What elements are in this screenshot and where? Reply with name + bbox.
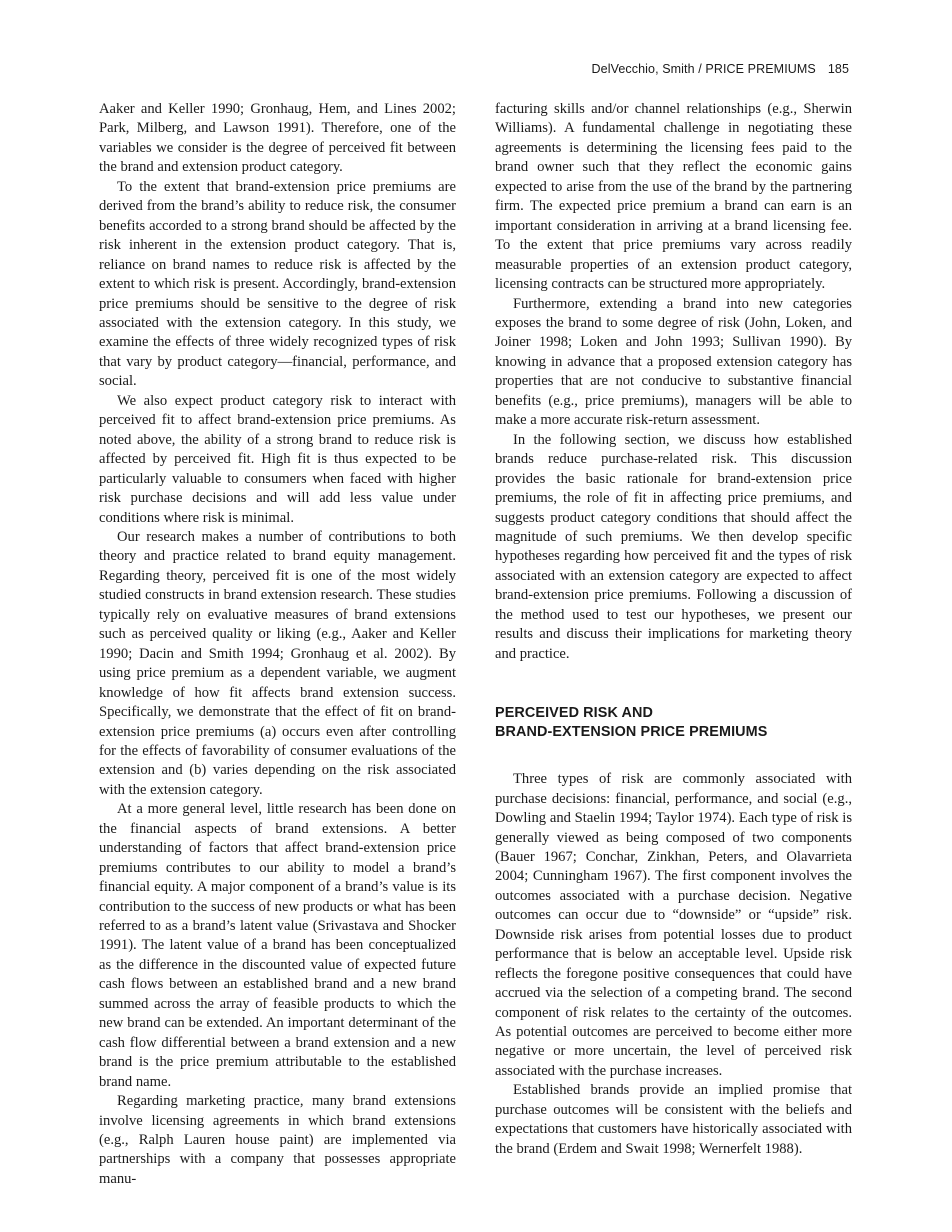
section-heading-line-1: PERCEIVED RISK AND <box>495 705 653 722</box>
section-heading <box>495 704 852 742</box>
body-paragraph: facturing skills and/or channel relationships (e.g., Sherwin Williams). A fundamental challenge in negotiating these agreements is determining the licensing fees paid to the brand owner such that they reflect the economic gains expected to arise from the use of the brand by the partnering firm. The expected price premium a brand can earn is an important consideration in arriving at a brand licensing fee. To the extent that price premiums vary across readily measurable properties of an extension product category, licensing contracts can be structured more appropriately. <box>495 101 852 293</box>
body-paragraph: At a more general level, little research has been done on the financial aspects of brand extensions. A better understanding of factors that affect brand-extension price premiums contributes to our ability to model a brand’s financial equity. A major component of a brand’s value is its contribution to the success of new products or what has been referred to as a brand’s latent value (Srivastava and Shocker 1991). The latent value of a brand has been conceptualized as the difference in the discounted value of expected future cash flows between an established brand and a new brand summed across the array of feasible products to which the new brand can be extended. An important determinant of the cash flow differential between a brand extension and a new brand is the price premium attributable to the established brand name. <box>99 801 456 1090</box>
body-paragraph: Aaker and Keller 1990; Gronhaug, Hem, and Lines 2002; Park, Milberg, and Lawson 1991). Therefore, one of the variables we consider is the degree of perceived fit between the brand and extension product category. <box>99 101 456 176</box>
body-paragraph: Three types of risk are commonly associated with purchase decisions: financial, performance, and social (e.g., Dowling and Staelin 1994; Taylor 1974). Each type of risk is generally viewed as being composed of two components (Bauer 1967; Conchar, Zinkhan, Peters, and Olavarrieta 2004; Cunningham 1967). The first component involves the outcomes associated with a purchase decision. Negative outcomes can occur due to “downside” or “upside” risk. Downside risk arises from potential losses due to product performance that is below an acceptable level. Upside risk reflects the foregone positive consequences that could have accrued via the selection of a competing brand. The second component of risk relates to the certainty of the outcomes. As potential outcomes are perceived to become either more negative or more uncertain, the level of perceived risk associated with the purchase increases. <box>495 771 852 1079</box>
body-paragraph: Established brands provide an implied promise that purchase outcomes will be consistent with the beliefs and expectations that customers have historically associated with the brand (Erdem and Swait 1998; Wernerfelt 1988). <box>495 1082 852 1157</box>
body-paragraph: In the following section, we discuss how established brands reduce purchase-related risk. This discussion provides the basic rationale for brand-extension price premiums, the role of fit in affecting price premiums, and suggests product category conditions that should affect the magnitude of such premiums. We then develop specific hypotheses regarding how perceived fit and the types of risk associated with an extension category are expected to affect brand-extension price premiums. Following a discussion of the method used to test our hypotheses, we present our results and discuss their implications for marketing theory and practice. <box>495 431 852 662</box>
running-title: DelVecchio, Smith / PRICE PREMIUMS <box>591 62 816 76</box>
body-paragraph: Our research makes a number of contributions to both theory and practice related to brand equity management. Regarding theory, perceived fit is one of the most widely studied constructs in brand extension research. These studies typically rely on evaluative measures of brand extensions such as perceived quality or liking (e.g., Aaker and Keller 1990; Dacin and Smith 1994; Gronhaug et al. 2002). By using price premium as a dependent variable, we augment knowledge of how fit affects brand extension success. Specifically, we demonstrate that the effect of fit on brand-extension price premiums (a) occurs even after controlling for the effects of favorability of consumer evaluations of the extension and (b) varies depending on the risk associated with the extension category. <box>99 528 456 798</box>
body-paragraph: To the extent that brand-extension price premiums are derived from the brand’s ability to reduce risk, the consumer benefits accorded to a strong brand should be affected by the risk inherent in the extension product category. That is, reliance on brand names to reduce risk is affected by the extent to which risk is present. Accordingly, brand-extension price premiums should be sensitive to the degree of risk associated with the extension category. In this study, we examine the effects of three widely recognized types of risk that vary by product category—financial, performance, and social. <box>99 178 456 390</box>
running-header <box>592 62 849 76</box>
right-column <box>495 100 852 1159</box>
page-number: 185 <box>827 62 849 76</box>
body-paragraph: Regarding marketing practice, many brand extensions involve licensing agreements in which brand extensions (e.g., Ralph Lauren house paint) are implemented via partnerships with a company that possesses appropriate manu- <box>99 1093 456 1187</box>
body-paragraph: We also expect product category risk to interact with perceived fit to affect brand-extension price premiums. As noted above, the ability of a strong brand to reduce risk is affected by perceived fit. High fit is thus expected to be particularly valuable to consumers when faced with higher risk purchase decisions and will add less value under conditions where risk is minimal. <box>99 392 456 526</box>
left-column <box>99 100 456 1189</box>
section-heading-line-2: BRAND-EXTENSION PRICE PREMIUMS <box>495 724 768 741</box>
body-paragraph: Furthermore, extending a brand into new categories exposes the brand to some degree of risk (John, Loken, and Joiner 1998; Loken and John 1993; Sullivan 1990). By knowing in advance that a proposed extension category has properties that are not conducive to substantive financial benefits (e.g., price premiums), managers will be able to make a more accurate risk-return assessment. <box>495 295 852 429</box>
